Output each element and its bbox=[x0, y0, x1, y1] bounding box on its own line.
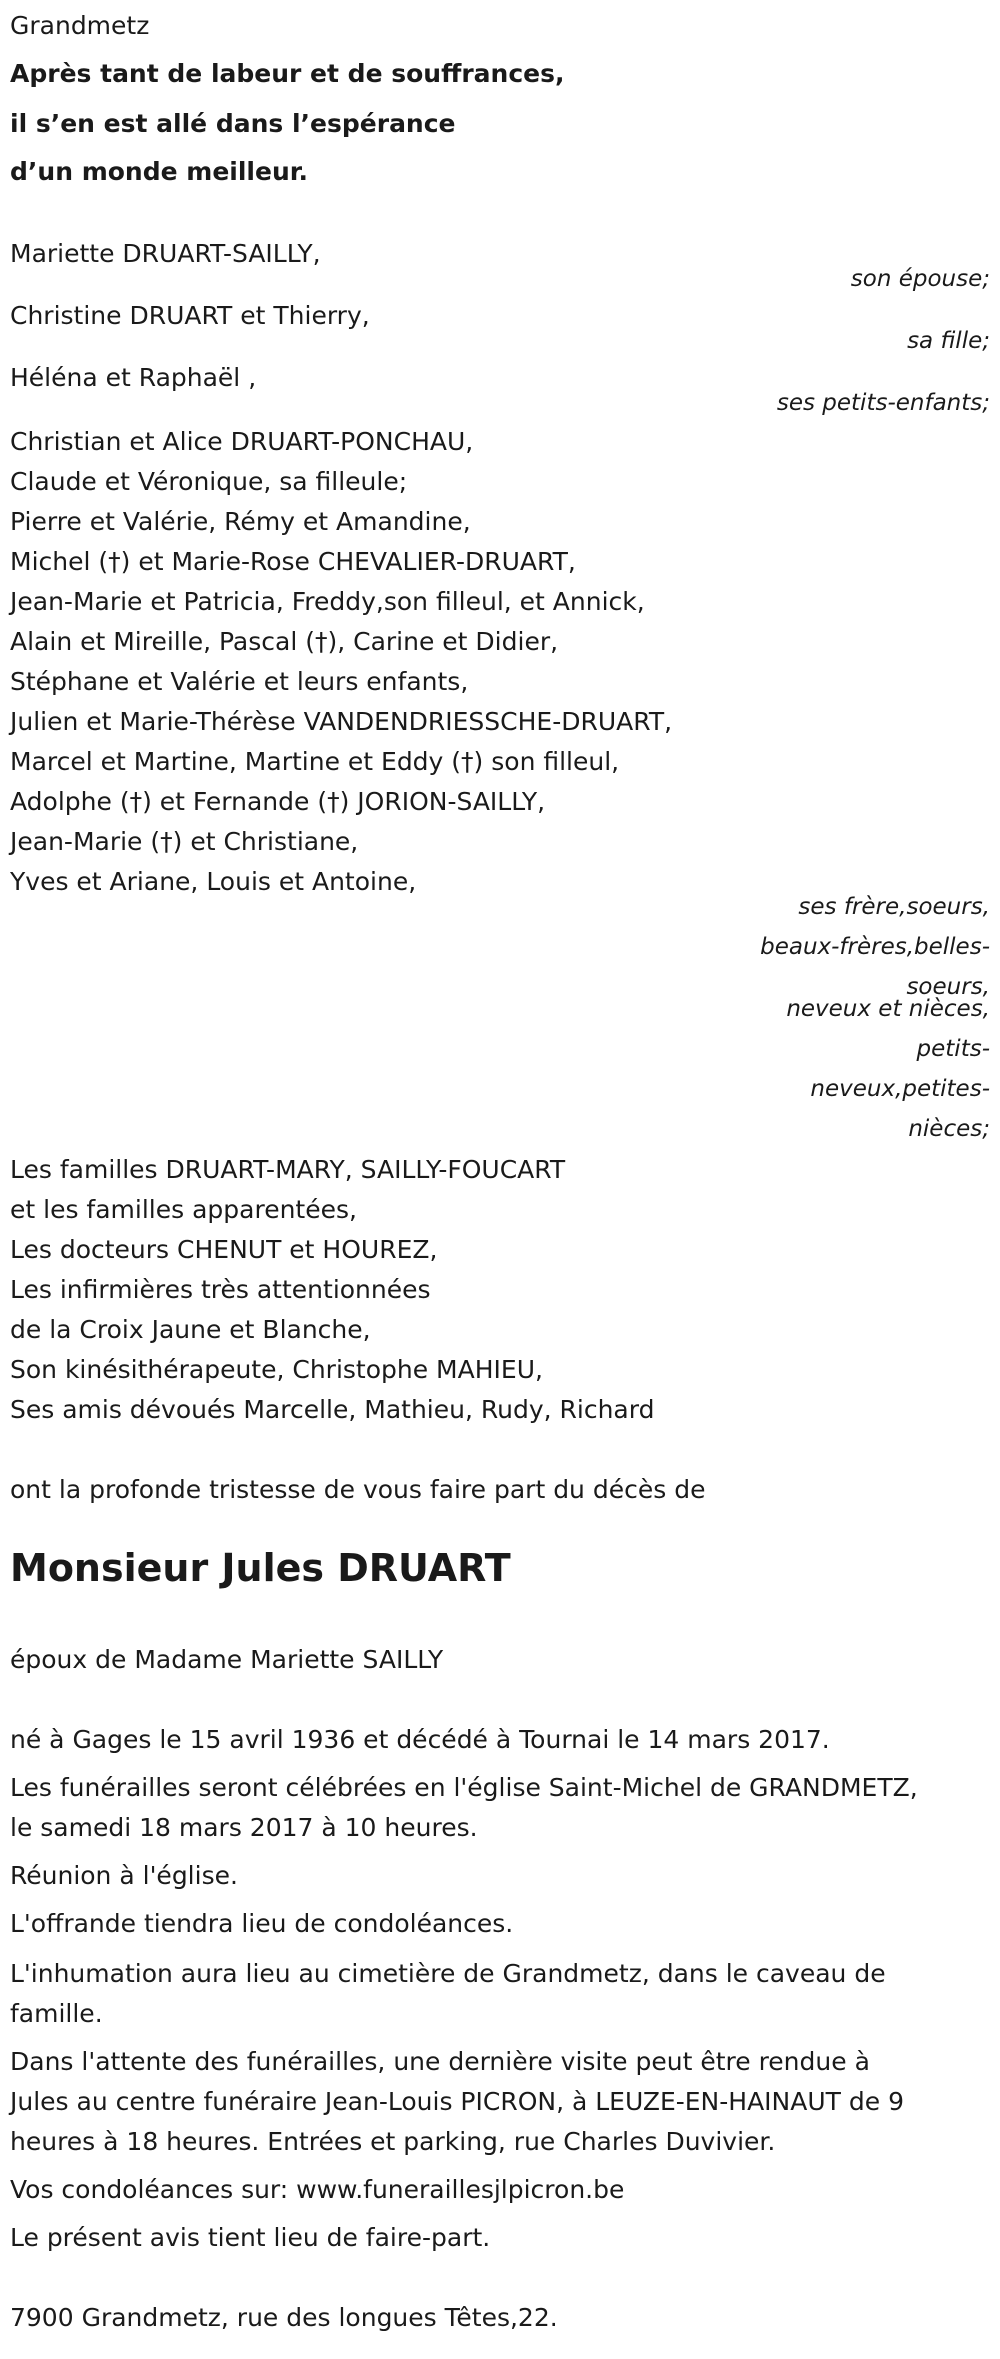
address-line: 7900 Grandmetz, rue des longues Têtes,22. bbox=[10, 2303, 558, 2332]
others-line-7: Ses amis dévoués Marcelle, Mathieu, Rudy, Richard bbox=[10, 1395, 655, 1424]
daughter-name: Christine DRUART et Thierry, bbox=[10, 301, 370, 330]
visit-line-3: heures à 18 heures. Entrées et parking, rue Charles Duvivier. bbox=[10, 2127, 776, 2156]
others-line-4: Les infirmières très attentionnées bbox=[10, 1275, 431, 1304]
place-name: Grandmetz bbox=[10, 11, 150, 40]
sibling-line-3: Pierre et Valérie, Rémy et Amandine, bbox=[10, 507, 471, 536]
sibling-line-7: Stéphane et Valérie et leurs enfants, bbox=[10, 667, 469, 696]
spouse-name: Mariette DRUART-SAILLY, bbox=[10, 239, 321, 268]
offering-line: L'offrande tiendra lieu de condoléances. bbox=[10, 1909, 514, 1938]
sibling-line-4: Michel (†) et Marie-Rose CHEVALIER-DRUART, bbox=[10, 547, 576, 576]
sibling-line-11: Jean-Marie (†) et Christiane, bbox=[10, 827, 359, 856]
grandchildren-name: Héléna et Raphaël , bbox=[10, 363, 257, 392]
others-line-2: et les familles apparentées, bbox=[10, 1195, 357, 1224]
daughter-role: sa fille; bbox=[907, 328, 990, 354]
visit-line-2: Jules au centre funéraire Jean-Louis PICRON, à LEUZE-EN-HAINAUT de 9 bbox=[10, 2087, 904, 2116]
nephews-role-4: nièces; bbox=[908, 1116, 990, 1142]
sibling-line-2: Claude et Véronique, sa filleule; bbox=[10, 467, 408, 496]
sibling-line-1: Christian et Alice DRUART-PONCHAU, bbox=[10, 427, 474, 456]
funeral-line-1: Les funérailles seront célébrées en l'église Saint-Michel de GRANDMETZ, bbox=[10, 1773, 918, 1802]
sibling-line-6: Alain et Mireille, Pascal (†), Carine et Didier, bbox=[10, 627, 559, 656]
sibling-line-5: Jean-Marie et Patricia, Freddy,son filleul, et Annick, bbox=[10, 587, 645, 616]
siblings-role-3: soeurs, bbox=[906, 974, 990, 1000]
sibling-line-12: Yves et Ariane, Louis et Antoine, bbox=[10, 867, 417, 896]
burial-line-1: L'inhumation aura lieu au cimetière de Grandmetz, dans le caveau de bbox=[10, 1959, 886, 1988]
sibling-line-10: Adolphe (†) et Fernande (†) JORION-SAILLY, bbox=[10, 787, 546, 816]
burial-line-2: famille. bbox=[10, 1999, 103, 2028]
sibling-line-8: Julien et Marie-Thérèse VANDENDRIESSCHE-DRUART, bbox=[10, 707, 673, 736]
funeral-line-2: le samedi 18 mars 2017 à 10 heures. bbox=[10, 1813, 478, 1842]
notice-line: Le présent avis tient lieu de faire-part. bbox=[10, 2223, 491, 2252]
spouse-line: époux de Madame Mariette SAILLY bbox=[10, 1645, 444, 1674]
visit-line-1: Dans l'attente des funérailles, une dernière visite peut être rendue à bbox=[10, 2047, 870, 2076]
nephews-role-2: petits- bbox=[916, 1036, 990, 1062]
sibling-line-9: Marcel et Martine, Martine et Eddy (†) son filleul, bbox=[10, 747, 620, 776]
birth-death-line: né à Gages le 15 avril 1936 et décédé à Tournai le 14 mars 2017. bbox=[10, 1725, 830, 1754]
epitaph-line-3: d’un monde meilleur. bbox=[10, 157, 308, 186]
others-line-1: Les familles DRUART-MARY, SAILLY-FOUCART bbox=[10, 1155, 566, 1184]
nephews-role-1: neveux et nièces, bbox=[786, 996, 990, 1022]
others-line-6: Son kinésithérapeute, Christophe MAHIEU, bbox=[10, 1355, 543, 1384]
grandchildren-role: ses petits-enfants; bbox=[776, 390, 990, 416]
condolences-line: Vos condoléances sur: www.funeraillesjlpicron.be bbox=[10, 2175, 625, 2204]
epitaph-line-1: Après tant de labeur et de souffrances, bbox=[10, 59, 565, 88]
spouse-role: son épouse; bbox=[850, 266, 990, 292]
meeting-line: Réunion à l'église. bbox=[10, 1861, 238, 1890]
epitaph-line-2: il s’en est allé dans l’espérance bbox=[10, 109, 456, 138]
others-line-5: de la Croix Jaune et Blanche, bbox=[10, 1315, 371, 1344]
nephews-role-3: neveux,petites- bbox=[810, 1076, 990, 1102]
others-line-3: Les docteurs CHENUT et HOUREZ, bbox=[10, 1235, 438, 1264]
siblings-role-1: ses frère,soeurs, bbox=[798, 894, 990, 920]
siblings-role-2: beaux-frères,belles- bbox=[760, 934, 990, 960]
announcement-text: ont la profonde tristesse de vous faire part du décès de bbox=[10, 1475, 706, 1504]
deceased-name: Monsieur Jules DRUART bbox=[10, 1546, 511, 1590]
